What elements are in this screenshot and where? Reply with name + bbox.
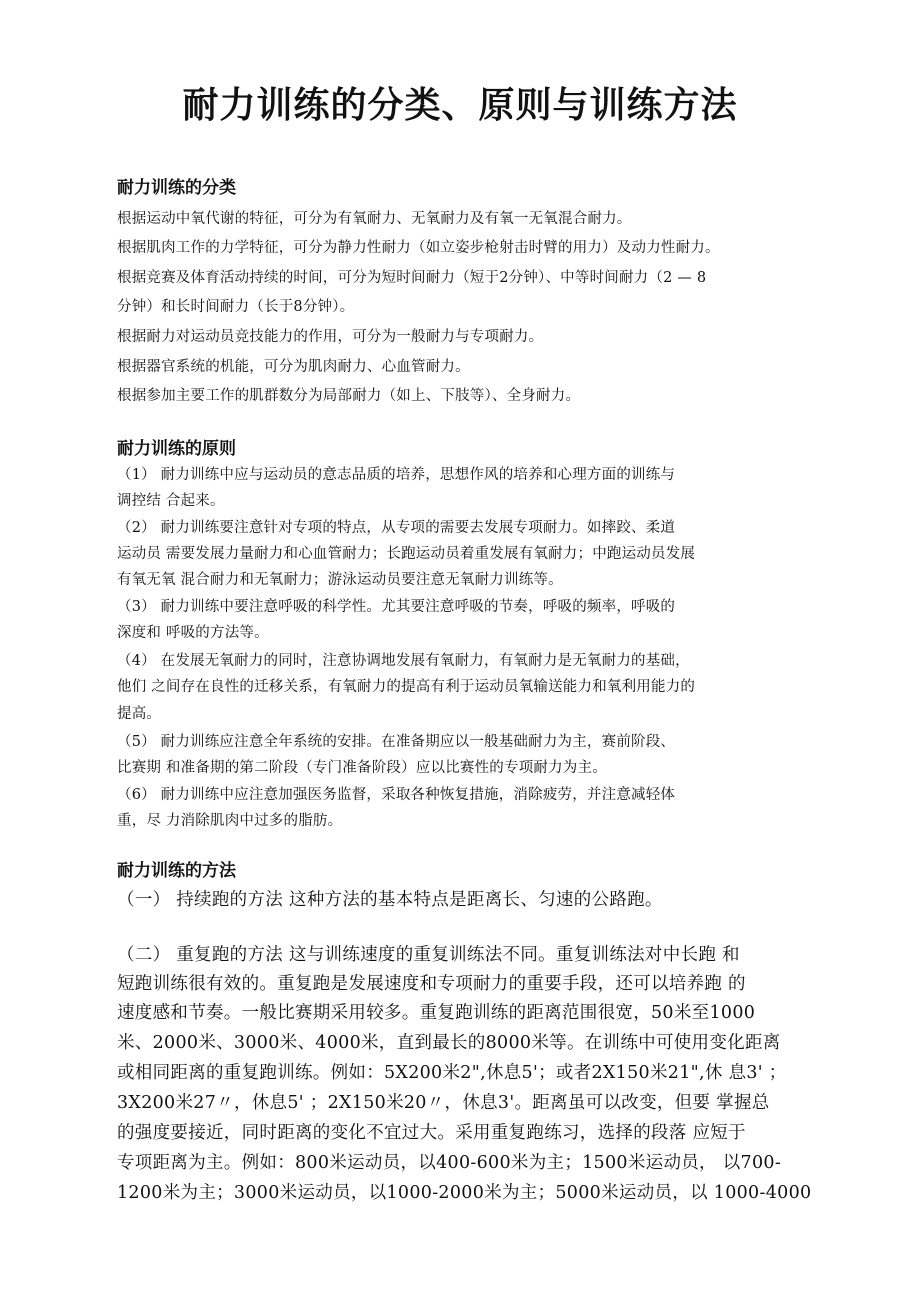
principle-line: （1） 耐力训练中应与运动员的意志品质的培养，思想作风的培养和心理方面的训练与 [117, 467, 676, 483]
paragraph-line: 根据运动中氧代谢的特征，可分为有氧耐力、无氧耐力及有氧一无氧混合耐力。 [117, 211, 632, 227]
method-line: （二） 重复跑的方法 这与训练速度的重复训练法不同。重复训练法对中长跑 和 [117, 945, 740, 965]
method-line: 3X200米27〃，休息5' ；2X150米20〃，休息3'。距离虽可以改变，但要 掌握总 [117, 1093, 770, 1113]
method-line: 专项距离为主。例如：800米运动员，以400-600米为主；1500米运动员， 以700- [117, 1153, 782, 1173]
principle-line: （5） 耐力训练应注意全年系统的安排。在准备期应以一般基础耐力为主，赛前阶段、 [117, 734, 676, 750]
principle-line: 有氧无氧 混合耐力和无氧耐力；游泳运动员要注意无氧耐力训练等。 [117, 572, 563, 588]
principle-line: 重，尽 力消除肌肉中过多的脂肪。 [117, 813, 343, 829]
method-line: （一） 持续跑的方法 这种方法的基本特点是距离长、匀速的公路跑。 [117, 890, 663, 910]
method-line: 1200米为主；3000米运动员，以1000-2000米为主；5000米运动员，以 1000-4000 [117, 1183, 812, 1203]
method-line: 米、2000米、3000米、4000米，直到最长的8000米等。在训练中可使用变化距离 [117, 1033, 781, 1053]
paragraph-line: 根据参加主要工作的肌群数分为局部耐力（如上、下肢等）、全身耐力。 [117, 388, 581, 404]
method-line: 短跑训练很有效的。重复跑是发展速度和专项耐力的重要手段，还可以培养跑 的 [117, 974, 746, 994]
method-line: 或相同距离的重复跑训练。例如：5X200米2",休息5'；或者2X150米21",休 息3' ； [117, 1063, 787, 1083]
method-line: 的强度要接近，同时距离的变化不宜过大。采用重复跑练习，选择的段落 应短于 [117, 1123, 746, 1143]
principle-line: 调控结 合起来。 [117, 493, 225, 509]
principle-line: （4） 在发展无氧耐力的同时，注意协调地发展有氧耐力，有氧耐力是无氧耐力的基础， [117, 653, 690, 669]
paragraph-line: 根据肌肉工作的力学特征，可分为静力性耐力（如立姿步枪射击时臂的用力）及动力性耐力。 [117, 240, 720, 256]
principle-line: （3） 耐力训练中要注意呼吸的科学性。尤其要注意呼吸的节奏，呼吸的频率，呼吸的 [117, 599, 676, 615]
paragraph-line: 分钟）和长时间耐力（长于8分钟）。 [117, 299, 355, 315]
principle-line: （2） 耐力训练要注意针对专项的特点，从专项的需要去发展专项耐力。如摔跤、柔道 [117, 520, 676, 536]
document-title: 耐力训练的分类、原则与训练方法 [182, 85, 738, 126]
section-heading-methods: 耐力训练的方法 [117, 861, 236, 881]
method-line: 速度感和节奏。一般比赛期采用较多。重复跑训练的距离范围很宽，50米至1000 [117, 1003, 756, 1023]
paragraph-line: 根据器官系统的机能，可分为肌肉耐力、心血管耐力。 [117, 359, 470, 375]
principle-line: 他们 之间存在良性的迁移关系，有氧耐力的提高有利于运动员氧输送能力和氧利用能力的 [117, 679, 696, 695]
principle-line: 深度和 呼吸的方法等。 [117, 625, 269, 641]
principle-line: 提高。 [117, 706, 162, 722]
principle-line: （6） 耐力训练中应注意加强医务监督，采取各种恢复措施，消除疲劳，并注意减轻体 [117, 787, 676, 803]
principle-line: 运动员 需要发展力量耐力和心血管耐力；长跑运动员着重发展有氧耐力；中跑运动员发展 [117, 546, 696, 562]
section-heading-classification: 耐力训练的分类 [117, 178, 236, 198]
paragraph-line: 根据竞赛及体育活动持续的时间，可分为短时间耐力（短于2分钟）、中等时间耐力（2 — 8 [117, 270, 707, 286]
paragraph-line: 根据耐力对运动员竞技能力的作用，可分为一般耐力与专项耐力。 [117, 329, 544, 345]
section-heading-principles: 耐力训练的原则 [117, 439, 236, 459]
principle-line: 比赛期 和准备期的第二阶段（专门准备阶段）应以比赛性的专项耐力为主。 [117, 760, 607, 776]
